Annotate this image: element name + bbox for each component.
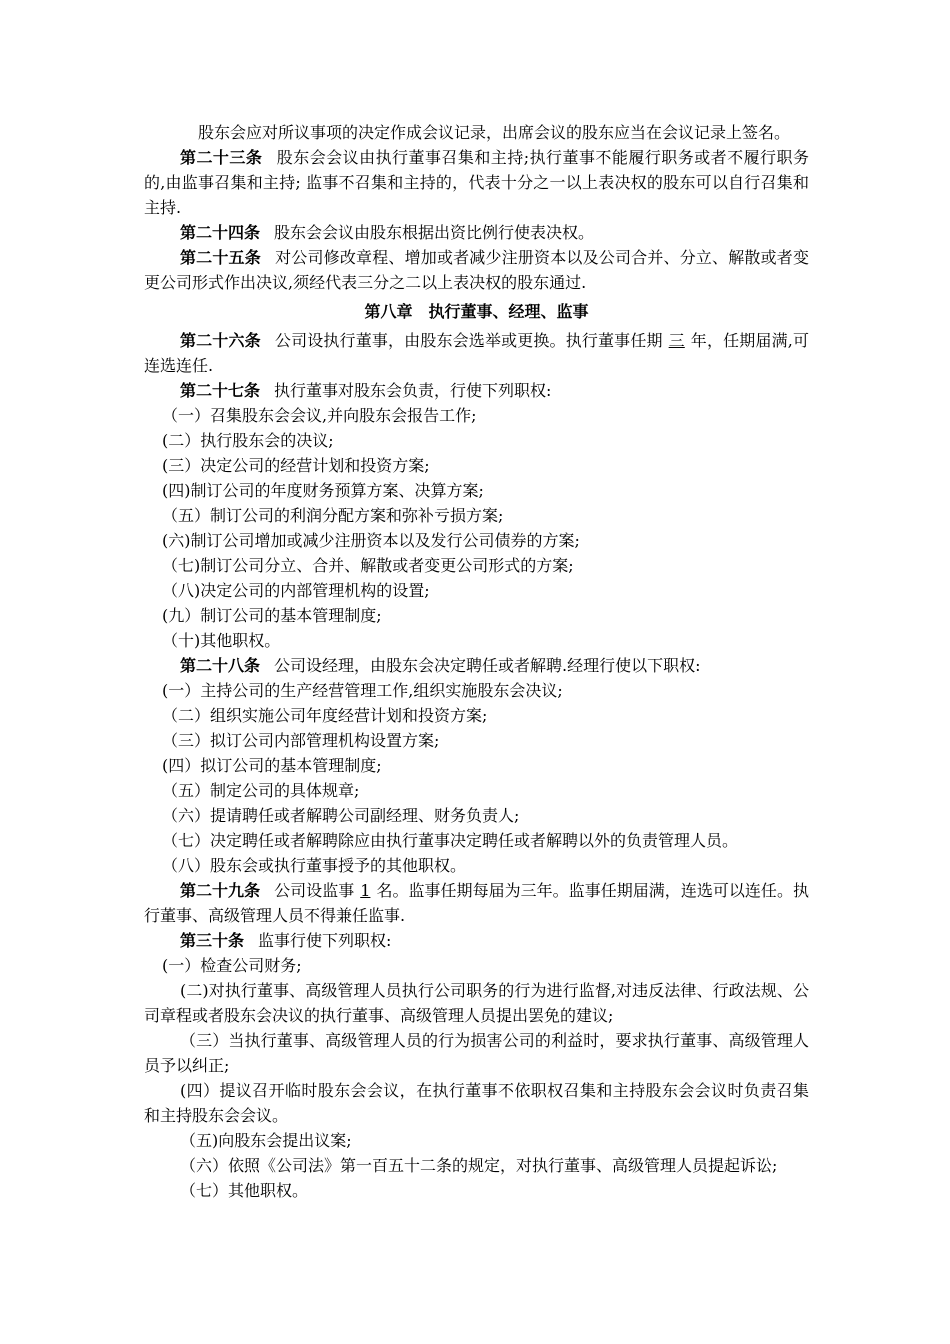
list-item: （五)向股东会提出议案; <box>180 1131 352 1150</box>
supervisor-count-value: 1 <box>360 881 371 900</box>
list-item: （一）召集股东会会议,并向股东会报告工作; <box>162 406 477 425</box>
list-item: (二）执行股东会的决议; <box>162 431 334 450</box>
article-30-label: 第三十条 <box>180 931 245 950</box>
list-item: （八）股东会或执行董事授予的其他职权。 <box>162 856 467 875</box>
list-item: (四）拟订公司的基本管理制度; <box>162 756 382 775</box>
list-item: （七）其他职权。 <box>180 1181 309 1200</box>
article-26-text-pre: 公司设执行董事，由股东会选举或更换。执行董事任期 <box>274 331 663 350</box>
article-26 <box>144 328 809 378</box>
article-28 <box>144 653 809 678</box>
article-29-text-post: 名。监事任期每届为三年。监事任期届满，连选可以连任。执行董事、高级管理人员不得兼任监事. <box>144 881 809 925</box>
article-30 <box>144 928 809 953</box>
meeting-record-paragraph: 股东会应对所议事项的决定作成会议记录，出席会议的股东应当在会议记录上签名。 <box>198 123 791 142</box>
list-item: (一）检查公司财务; <box>162 956 302 975</box>
article-26-label: 第二十六条 <box>180 331 261 350</box>
article-24-label: 第二十四条 <box>180 223 261 242</box>
list-item: (六)制订公司增加或减少注册资本以及发行公司债券的方案; <box>162 531 580 550</box>
article-28-label: 第二十八条 <box>180 656 261 675</box>
article-29-label: 第二十九条 <box>180 881 261 900</box>
list-item: （三）拟订公司内部管理机构设置方案; <box>162 731 440 750</box>
list-item: (二)对执行董事、高级管理人员执行公司职务的行为进行监督,对违反法律、行政法规、公司章程或者股东会决议的执行董事、高级管理人员提出罢免的建议; <box>144 981 809 1025</box>
article-24-text: 股东会会议由股东根据出资比例行使表决权。 <box>274 223 595 242</box>
list-item: (四）提议召开临时股东会会议，在执行董事不依职权召集和主持股东会会议时负责召集和主持股东会会议。 <box>144 1081 809 1125</box>
article-25 <box>144 245 809 295</box>
list-item: (三）决定公司的经营计划和投资方案; <box>162 456 430 475</box>
article-27-text: 执行董事对股东会负责，行使下列职权: <box>274 381 552 400</box>
list-item: （六）依照《公司法》第一百五十二条的规定，对执行董事、高级管理人员提起诉讼; <box>180 1156 778 1175</box>
list-item: (九）制订公司的基本管理制度; <box>162 606 382 625</box>
list-item: （三）当执行董事、高级管理人员的行为损害公司的利益时，要求执行董事、高级管理人员予以纠正; <box>144 1031 809 1075</box>
list-item: （五）制定公司的具体规章; <box>162 781 360 800</box>
article-28-text: 公司设经理，由股东会决定聘任或者解聘.经理行使以下职权: <box>274 656 701 675</box>
list-item: （七）决定聘任或者解聘除应由执行董事决定聘任或者解聘以外的负责管理人员。 <box>162 831 739 850</box>
list-item: （十)其他职权。 <box>162 631 281 650</box>
article-29-text-pre: 公司设监事 <box>274 881 355 900</box>
article-26-text-post: 年，任期届满,可连选连任. <box>144 331 809 375</box>
chapter-8-heading: 第八章 执行董事、经理、监事 <box>364 302 589 321</box>
list-item: （二）组织实施公司年度经营计划和投资方案; <box>162 706 488 725</box>
document-page <box>144 120 809 1203</box>
article-27-powers-list <box>144 403 809 653</box>
term-years-value: 三 <box>668 331 685 350</box>
article-23-label: 第二十三条 <box>180 148 263 167</box>
article-28-powers-list <box>144 678 809 878</box>
list-item: (一）主持公司的生产经营管理工作,组织实施股东会决议; <box>162 681 563 700</box>
article-30-text: 监事行使下列职权: <box>258 931 392 950</box>
list-item: (四)制订公司的年度财务预算方案、决算方案; <box>162 481 484 500</box>
list-item: （七)制订公司分立、合并、解散或者变更公司形式的方案; <box>162 556 574 575</box>
list-item: （六）提请聘任或者解聘公司副经理、财务负责人; <box>162 806 520 825</box>
article-27 <box>144 378 809 403</box>
article-23-text: 股东会会议由执行董事召集和主持;执行董事不能履行职务或者不履行职务的,由监事召集和主持; 监事不召集和主持的，代表十分之一以上表决权的股东可以自行召集和主持. <box>144 148 809 217</box>
article-23 <box>144 145 809 220</box>
list-item: （五）制订公司的利润分配方案和弥补亏损方案; <box>162 506 504 525</box>
article-27-label: 第二十七条 <box>180 381 261 400</box>
article-24 <box>144 220 809 245</box>
article-25-label: 第二十五条 <box>180 248 261 267</box>
article-29 <box>144 878 809 928</box>
article-25-text: 对公司修改章程、增加或者减少注册资本以及公司合并、分立、解散或者变更公司形式作出决议,须经代表三分之二以上表决权的股东通过. <box>144 248 809 292</box>
list-item: （八)决定公司的内部管理机构的设置; <box>162 581 430 600</box>
